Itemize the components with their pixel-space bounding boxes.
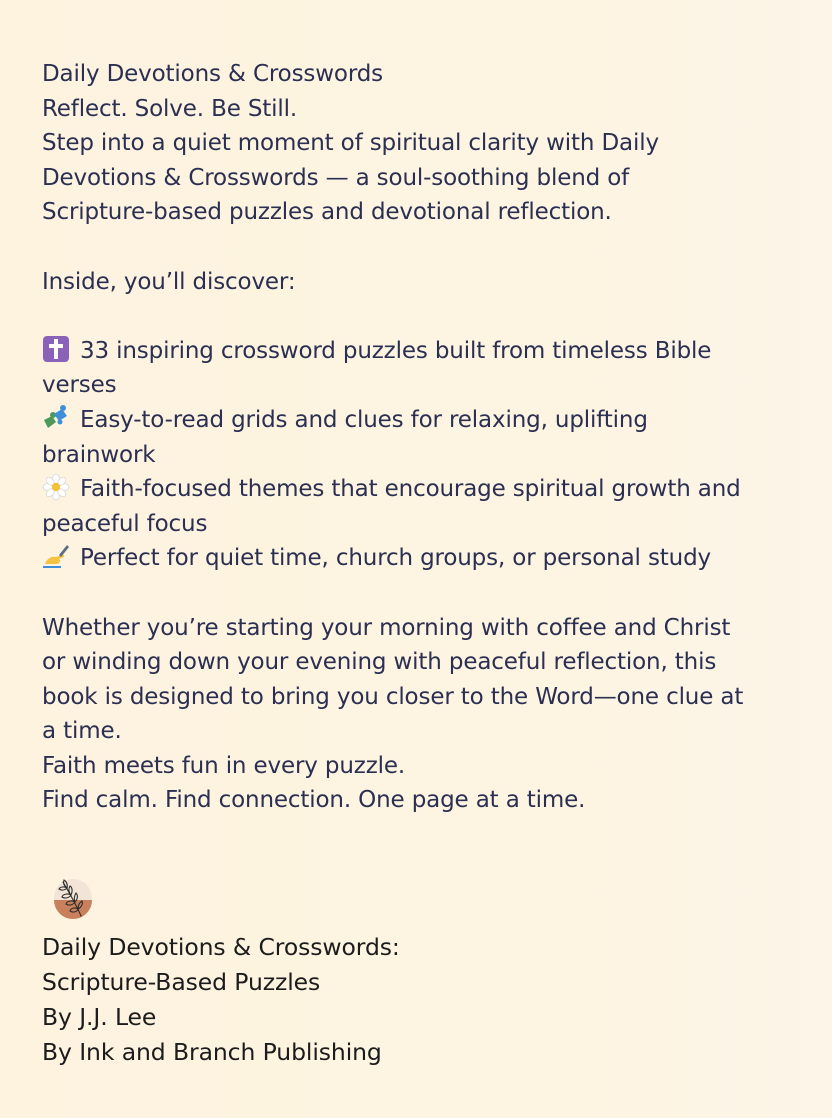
publisher: By Ink and Branch Publishing bbox=[42, 1038, 382, 1066]
discover-heading: Inside, you’ll discover: bbox=[42, 268, 296, 295]
intro-line: Step into a quiet moment of spiritual clarity with Daily bbox=[42, 130, 659, 157]
author: By J.J. Lee bbox=[42, 1003, 157, 1031]
spacer bbox=[42, 576, 802, 611]
feature-text-continued: peaceful focus bbox=[42, 510, 208, 537]
intro-line: Devotions & Crosswords — a soul-soothing blend of bbox=[42, 164, 630, 191]
feature-text: Faith-focused themes that encourage spiritual growth and bbox=[80, 476, 741, 503]
writing-hand-icon bbox=[42, 542, 70, 570]
book-credits bbox=[42, 930, 400, 1070]
description-block bbox=[42, 57, 802, 818]
feature-list bbox=[42, 334, 802, 576]
closing-line: Whether you’re starting your morning with coffee and Christ bbox=[42, 614, 731, 641]
feature-item bbox=[42, 541, 802, 576]
credits-title-line-2: Scripture-Based Puzzles bbox=[42, 968, 321, 996]
closing-line: a time. bbox=[42, 718, 122, 745]
branch-bowl-logo-icon bbox=[53, 876, 95, 920]
cross-icon bbox=[42, 335, 70, 363]
credits-title-line-1: Daily Devotions & Crosswords: bbox=[42, 933, 400, 961]
closing-line: book is designed to bring you closer to the Word—one clue at bbox=[42, 683, 744, 710]
spacer bbox=[42, 230, 802, 265]
closing-line: or winding down your evening with peaceful reflection, this bbox=[42, 649, 717, 676]
feature-item bbox=[42, 334, 802, 403]
spacer bbox=[42, 299, 802, 334]
puzzle-piece-icon bbox=[42, 404, 70, 432]
intro-paragraph bbox=[42, 126, 802, 230]
feature-text-continued: verses bbox=[42, 372, 117, 399]
feature-text: Perfect for quiet time, church groups, or personal study bbox=[80, 545, 711, 572]
closing-paragraph bbox=[42, 611, 802, 749]
feature-text: Easy-to-read grids and clues for relaxing, uplifting bbox=[80, 406, 648, 433]
feature-item bbox=[42, 472, 802, 541]
slogan-faith: Faith meets fun in every puzzle. bbox=[42, 752, 406, 779]
daisy-icon bbox=[42, 473, 70, 501]
book-title: Daily Devotions & Crosswords bbox=[42, 61, 384, 87]
feature-text-continued: brainwork bbox=[42, 441, 156, 468]
feature-text: 33 inspiring crossword puzzles built from timeless Bible bbox=[80, 337, 712, 364]
intro-line: Scripture-based puzzles and devotional reflection. bbox=[42, 199, 612, 226]
slogan-calm: Find calm. Find connection. One page at a time. bbox=[42, 787, 586, 814]
tagline: Reflect. Solve. Be Still. bbox=[42, 95, 298, 122]
feature-item bbox=[42, 403, 802, 472]
